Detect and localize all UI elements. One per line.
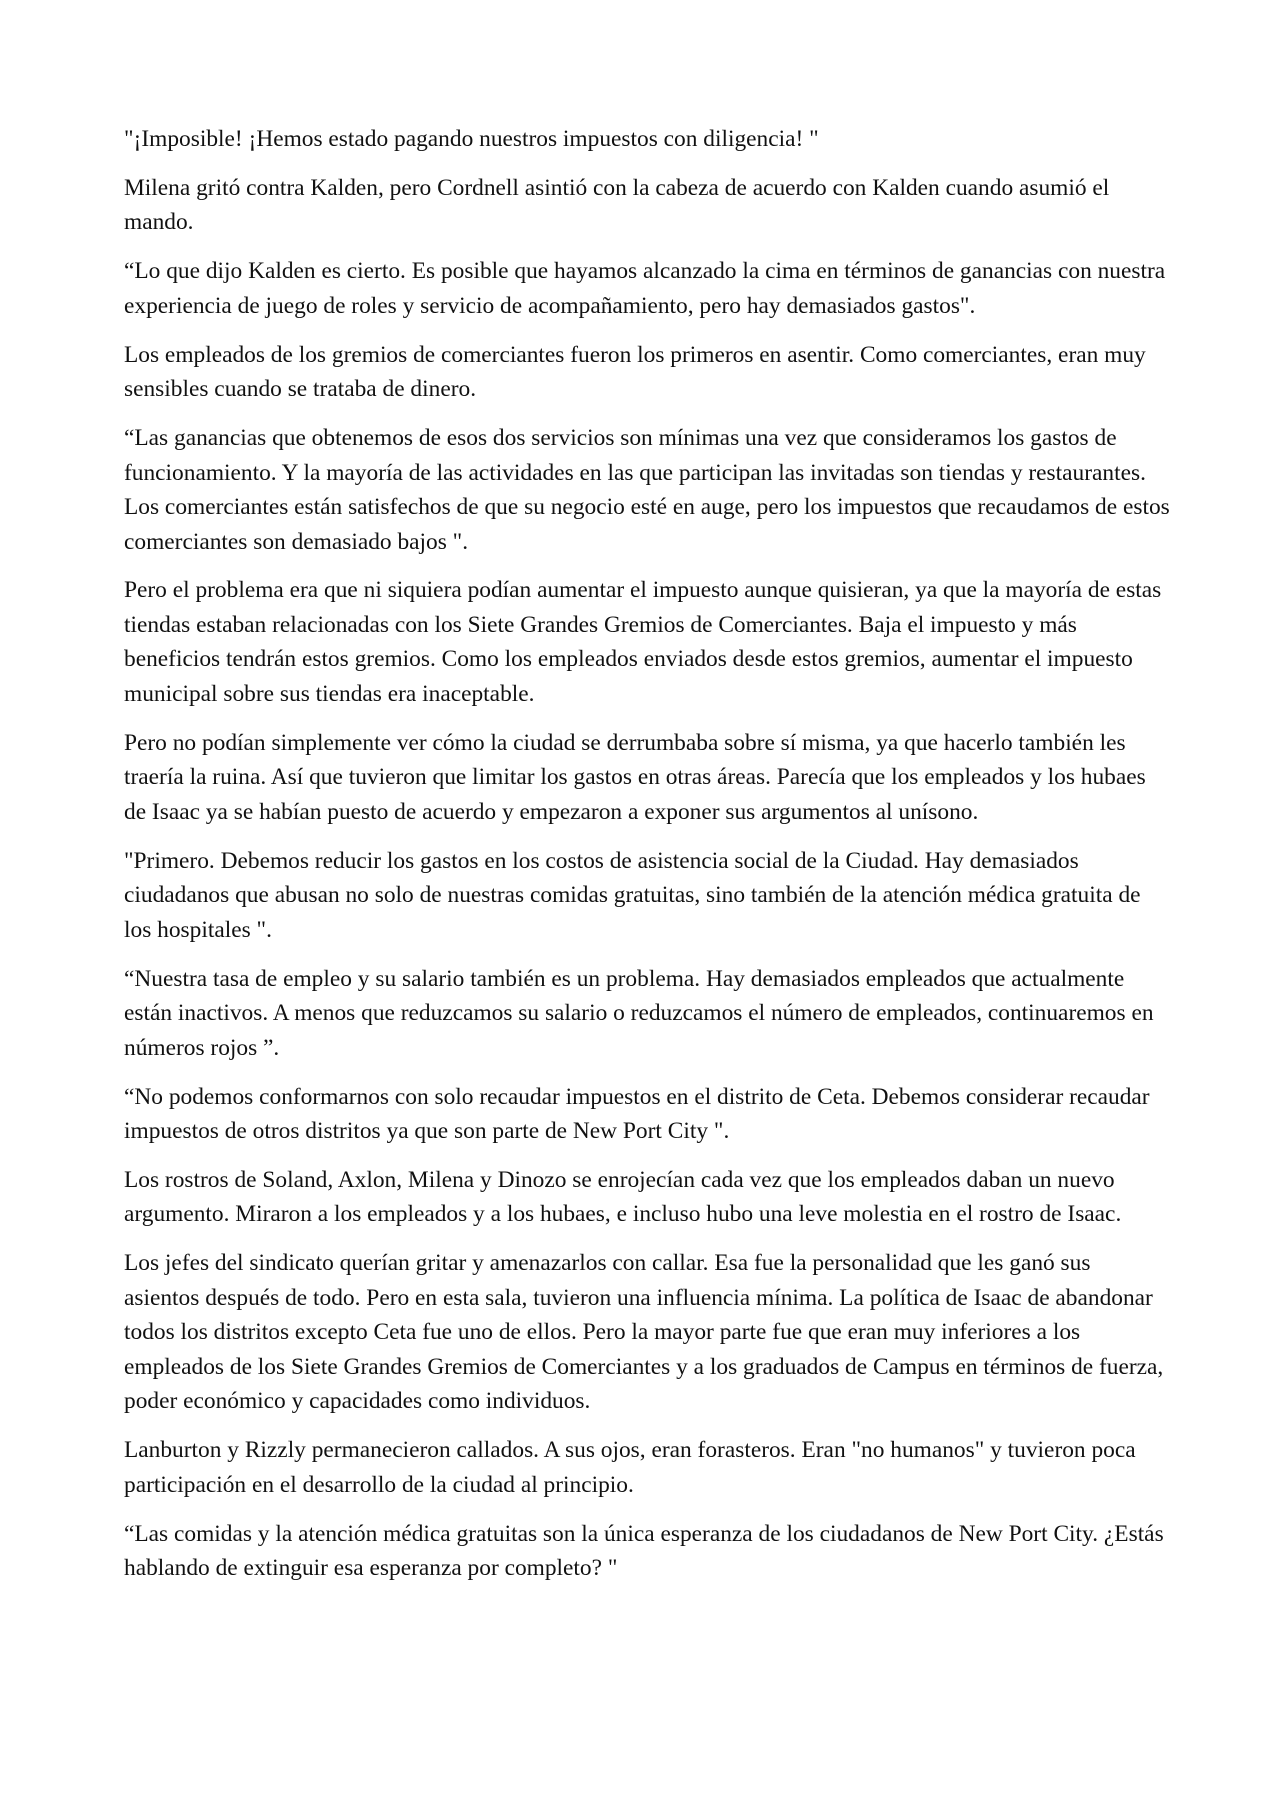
paragraph-6: Pero el problema era que ni siquiera podían aumentar el impuesto aunque quisieran, ya que la mayoría de estas tiendas estaban relacionadas con los Siete Grandes Gremios de Comerciantes. Baja el impuesto y más beneficios tendrán estos gremios. Como los empleados enviados desde estos gremios, aumentar el impuesto municipal sobre sus tiendas era inaceptable. [124, 577, 1162, 707]
paragraph-10: “No podemos conformarnos con solo recaudar impuestos en el distrito de Ceta. Debemos considerar recaudar impuestos de otros distritos ya que son parte de New Port City ". [124, 1083, 1150, 1145]
paragraph-13: Lanburton y Rizzly permanecieron callados. A sus ojos, eran forasteros. Eran "no humanos" y tuvieron poca participación en el desarrollo de la ciudad al principio. [124, 1437, 1136, 1498]
paragraph-3: “Lo que dijo Kalden es cierto. Es posible que hayamos alcanzado la cima en términos de ganancias con nuestra experiencia de juego de roles y servicio de acompañamiento, pero hay demasiados gastos". [124, 258, 1166, 319]
document-page [124, 122, 1170, 1600]
paragraph-11: Los rostros de Soland, Axlon, Milena y Dinozo se enrojecían cada vez que los empleados daban un nuevo argumento. Miraron a los empleados y a los hubaes, e incluso hubo una leve molestia en el rostro de Isaac. [124, 1166, 1122, 1228]
paragraph-4: Los empleados de los gremios de comerciantes fueron los primeros en asentir. Como comerciantes, eran muy sensibles cuando se trataba de dinero. [124, 341, 1146, 403]
paragraph-2: Milena gritó contra Kalden, pero Cordnell asintió con la cabeza de acuerdo con Kalden cuando asumió el mando. [124, 174, 1110, 236]
paragraph-7: Pero no podían simplemente ver cómo la ciudad se derrumbaba sobre sí misma, ya que hacerlo también les traería la ruina. Así que tuvieron que limitar los gastos en otras áreas. Parecía que los empleados y los hubaes de Isaac ya se habían puesto de acuerdo y empezaron a exponer sus argumentos al unísono. [124, 729, 1146, 825]
paragraph-1: "¡Imposible! ¡Hemos estado pagando nuestros impuestos con diligencia! " [124, 126, 819, 152]
paragraph-8: "Primero. Debemos reducir los gastos en los costos de asistencia social de la Ciudad. Hay demasiados ciudadanos que abusan no solo de nuestras comidas gratuitas, sino también de la atención médica gratuita de los hospitales ". [124, 847, 1141, 943]
paragraph-12: Los jefes del sindicato querían gritar y amenazarlos con callar. Esa fue la personalidad que les ganó sus asientos después de todo. Pero en esta sala, tuvieron una influencia mínima. La política de Isaac de abandonar todos los distritos excepto Ceta fue uno de ellos. Pero la mayor parte fue que eran muy inferiores a los empleados de los Siete Grandes Gremios de Comerciantes y a los graduados de Campus en términos de fuerza, poder económico y capacidades como individuos. [124, 1250, 1164, 1415]
paragraph-5: “Las ganancias que obtenemos de esos dos servicios son mínimas una vez que consideramos los gastos de funcionamiento. Y la mayoría de las actividades en las que participan las invitadas son tiendas y restaurantes. Los comerciantes están satisfechos de que su negocio esté en auge, pero los impuestos que recaudamos de estos comerciantes son demasiado bajos ". [124, 425, 1170, 555]
paragraph-9: “Nuestra tasa de empleo y su salario también es un problema. Hay demasiados empleados que actualmente están inactivos. A menos que reduzcamos su salario o reduzcamos el número de empleados, continuaremos en números rojos ”. [124, 965, 1154, 1061]
paragraph-14: “Las comidas y la atención médica gratuitas son la única esperanza de los ciudadanos de New Port City. ¿Estás hablando de extinguir esa esperanza por completo? " [124, 1520, 1164, 1582]
